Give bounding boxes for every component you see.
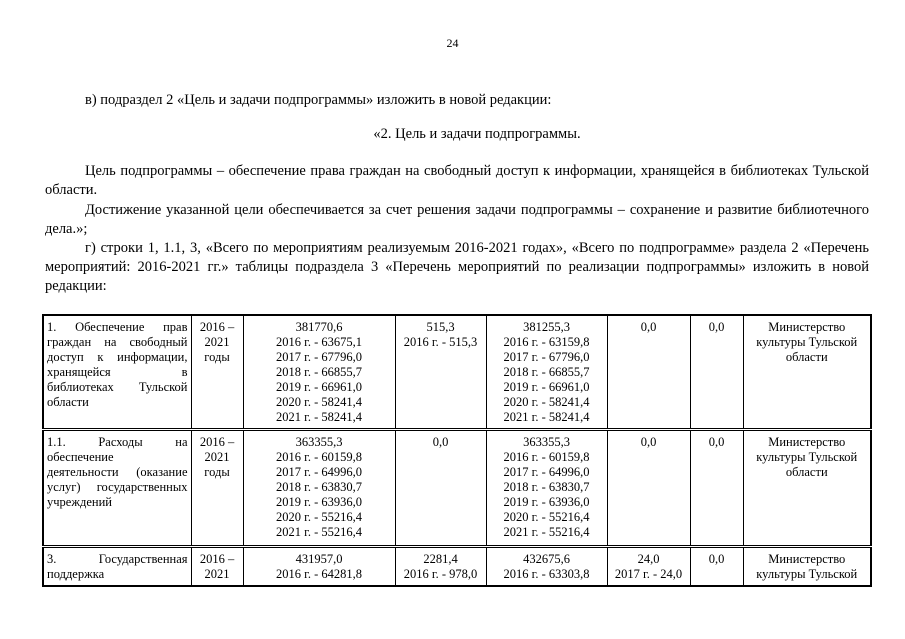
cell-line: 381255,3 (523, 320, 570, 334)
cell-line: годы (204, 350, 230, 364)
table-row (43, 315, 871, 430)
executor-cell: Министерство культуры Тульской (743, 547, 871, 587)
other-sources-cell (690, 547, 743, 587)
cell-line: 2017 г. - 64996,0 (275, 465, 362, 479)
other-sources-cell (690, 315, 743, 430)
period-cell (191, 547, 243, 587)
local-budget-cell (607, 547, 690, 587)
paragraph-goal: Цель подпрограммы – обеспечение права граждан на свободный доступ к информации, хранящейся в библиотеках Тульской области. (45, 163, 869, 198)
period-cell (191, 315, 243, 430)
cell-line: 2018 г. - 63830,7 (503, 480, 590, 494)
cell-line: 2016 – (199, 435, 235, 449)
cell-line: 2017 г. - 67796,0 (503, 350, 590, 364)
total-amount-cell (243, 547, 395, 587)
cell-line: 2021 (204, 335, 230, 349)
local-budget-cell (607, 315, 690, 430)
table-row (43, 547, 871, 587)
cell-line: 0,0 (640, 320, 657, 334)
cell-line: 2019 г. - 63936,0 (275, 495, 362, 509)
measure-name-cell: 1.1. Расходы на обеспечение деятельности (оказание услуг) государственных учреждений (43, 430, 191, 547)
cell-line: 431957,0 (295, 552, 343, 566)
cell-line: 2021 г. - 55216,4 (503, 525, 590, 539)
cell-line: 2017 г. - 67796,0 (275, 350, 362, 364)
local-budget-cell (607, 430, 690, 547)
section-heading: «2. Цель и задачи подпрограммы. (373, 126, 581, 142)
cell-line: 2016 г. - 978,0 (403, 567, 478, 581)
cell-line: 2021 г. - 55216,4 (275, 525, 362, 539)
cell-line: 515,3 (426, 320, 455, 334)
other-sources-cell (690, 430, 743, 547)
measure-name-cell: 1. Обеспечение прав граждан на свободный доступ к информации, хранящейся в библиотеках Тульской области (43, 315, 191, 430)
paragraph-subsection-v: в) подраздел 2 «Цель и задачи подпрограммы» изложить в новой редакции: (85, 92, 552, 108)
cell-line: 363355,3 (523, 435, 570, 449)
cell-line: 2020 г. - 58241,4 (503, 395, 590, 409)
cell-line: 2016 – (199, 552, 235, 566)
cell-line: 0,0 (708, 320, 725, 334)
federal-budget-cell (395, 315, 486, 430)
cell-line: годы (204, 465, 230, 479)
paragraph-achievement: Достижение указанной цели обеспечивается за счет решения задачи подпрограммы – сохранение и развитие библиотечного дела.»; (45, 202, 869, 237)
federal-budget-cell (395, 430, 486, 547)
cell-line: 2016 г. - 64281,8 (275, 567, 362, 581)
cell-line: 0,0 (708, 435, 725, 449)
cell-line: 24,0 (637, 552, 660, 566)
cell-line: 2021 г. - 58241,4 (275, 410, 362, 424)
page-number: 24 (446, 36, 459, 50)
cell-line: 2016 г. - 515,3 (403, 335, 478, 349)
cell-line: 0,0 (708, 552, 725, 566)
cell-line: 2016 г. - 63303,8 (503, 567, 590, 581)
cell-line: 2016 г. - 63159,8 (503, 335, 590, 349)
cell-line: 2281,4 (423, 552, 458, 566)
cell-line: 0,0 (432, 435, 449, 449)
cell-line: 2020 г. - 55216,4 (503, 510, 590, 524)
cell-line: 2020 г. - 58241,4 (275, 395, 362, 409)
cell-line: 2020 г. - 55216,4 (275, 510, 362, 524)
federal-budget-cell (395, 547, 486, 587)
regional-budget-cell (486, 315, 607, 430)
cell-line: 2016 – (199, 320, 235, 334)
cell-line: 2018 г. - 66855,7 (503, 365, 590, 379)
cell-line: 2021 г. - 58241,4 (503, 410, 590, 424)
cell-line: 2021 (204, 567, 230, 581)
cell-line: 2017 г. - 64996,0 (503, 465, 590, 479)
cell-line: 2018 г. - 63830,7 (275, 480, 362, 494)
period-cell (191, 430, 243, 547)
cell-line: 2021 (204, 450, 230, 464)
cell-line: 2016 г. - 63675,1 (275, 335, 362, 349)
table-row (43, 430, 871, 547)
cell-line: 2019 г. - 66961,0 (503, 380, 590, 394)
executor-cell: Министерство культуры Тульской области (743, 315, 871, 430)
cell-line: 0,0 (640, 435, 657, 449)
measures-table (42, 314, 872, 587)
cell-line: 2019 г. - 66961,0 (275, 380, 362, 394)
paragraph-subsection-g: г) строки 1, 1.1, 3, «Всего по мероприятиям реализуемым 2016-2021 годах», «Всего по подпрограмме» раздела 2 «Перечень мероприятий: 2016-2021 гг.» таблицы подраздела 3 «Перечень мероприятий по реализации подпрограммы» изложить в новой редакции: (45, 240, 869, 294)
cell-line: 2019 г. - 63936,0 (503, 495, 590, 509)
regional-budget-cell (486, 430, 607, 547)
cell-line: 363355,3 (295, 435, 343, 449)
cell-line: 2017 г. - 24,0 (614, 567, 683, 581)
cell-line: 2018 г. - 66855,7 (275, 365, 362, 379)
total-amount-cell (243, 430, 395, 547)
executor-cell: Министерство культуры Тульской области (743, 430, 871, 547)
total-amount-cell (243, 315, 395, 430)
measure-name-cell: 3. Государственная поддержка (43, 547, 191, 587)
cell-line: 381770,6 (295, 320, 343, 334)
regional-budget-cell (486, 547, 607, 587)
cell-line: 432675,6 (523, 552, 570, 566)
cell-line: 2016 г. - 60159,8 (275, 450, 362, 464)
cell-line: 2016 г. - 60159,8 (503, 450, 590, 464)
